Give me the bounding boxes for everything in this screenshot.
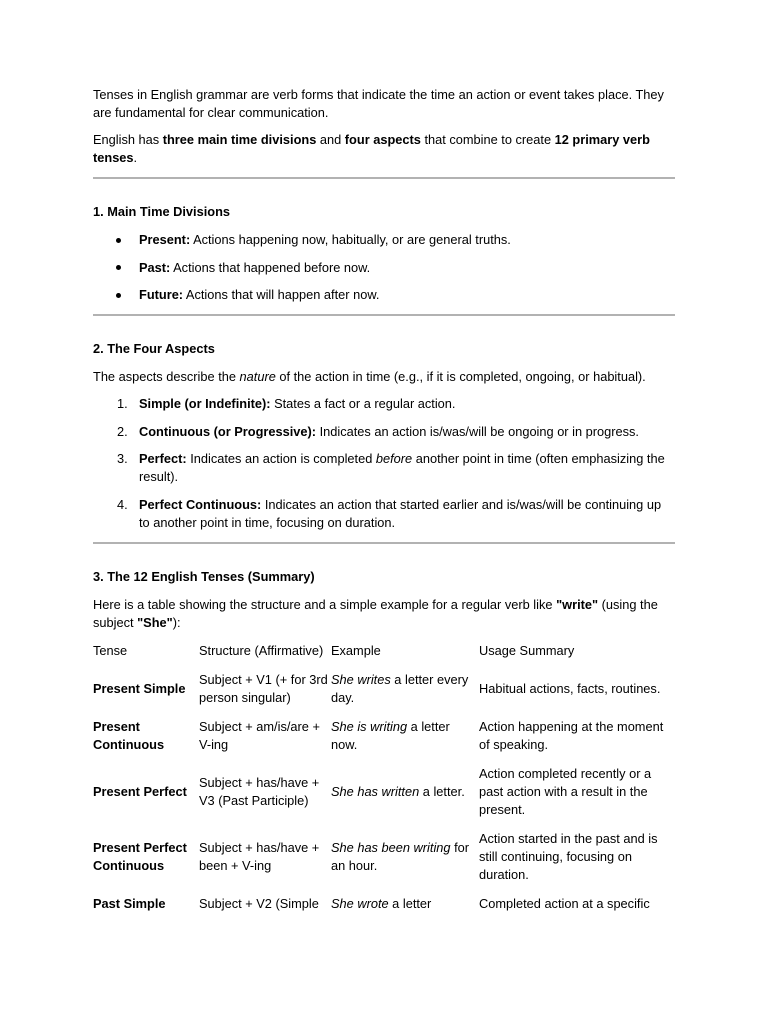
text-run: ):	[172, 614, 181, 630]
table-row	[93, 713, 675, 760]
table-header-row	[93, 637, 675, 666]
list-number: 3.	[117, 451, 128, 466]
table-row	[93, 760, 675, 825]
bold-text: "write"	[556, 596, 599, 612]
example-rest: a letter now.	[331, 719, 450, 752]
list-item	[93, 450, 675, 486]
list-item-term: Future:	[139, 287, 184, 302]
tense-cell: Present Continuous	[93, 719, 165, 752]
bold-text: "She"	[137, 614, 173, 630]
list-item-term: Continuous (or Progressive):	[139, 423, 317, 439]
list-item-term: Perfect Continuous:	[139, 496, 262, 512]
text-run: .	[133, 150, 138, 165]
example-rest: a letter every day.	[331, 672, 469, 705]
section-divider	[93, 314, 675, 316]
list-item	[93, 259, 675, 277]
example-verb: She wrote	[331, 896, 389, 911]
section-heading-aspects: 2. The Four Aspects	[93, 341, 215, 356]
tenses-summary-table	[93, 637, 675, 919]
example-rest: a letter	[388, 896, 432, 911]
list-item	[93, 286, 675, 304]
list-number: 4.	[117, 496, 128, 512]
section-heading-time-divisions: 1. Main Time Divisions	[93, 204, 231, 219]
tense-cell: Past Simple	[93, 896, 166, 911]
structure-cell: Subject + has/have + V3 (Past Participle)	[199, 775, 320, 808]
list-item-text: Actions happening now, habitually, or are general truths.	[190, 232, 511, 247]
list-item-text: another point in time (often emphasizing the result).	[139, 451, 665, 484]
tenses-intro-paragraph	[93, 596, 675, 632]
example-verb: She has been writing	[331, 840, 451, 855]
bullet-icon	[116, 293, 121, 298]
example-cell	[331, 760, 479, 825]
table-row	[93, 666, 675, 713]
list-item	[93, 395, 675, 413]
example-cell	[331, 666, 479, 713]
usage-cell: Action happening at the moment of speaking.	[479, 719, 664, 752]
example-verb: She has written	[331, 784, 420, 799]
list-item	[93, 423, 675, 441]
list-number: 1.	[117, 396, 128, 411]
example-cell	[331, 713, 479, 760]
list-item-text: Actions that happened before now.	[170, 259, 371, 275]
column-header-usage: Usage Summary	[479, 643, 575, 658]
structure-cell: Subject + V1 (+ for 3rd person singular)	[199, 672, 328, 705]
list-item-term: Past:	[139, 259, 171, 275]
usage-cell: Completed action at a specific	[479, 896, 650, 911]
example-cell	[331, 825, 479, 890]
bold-text: three main time divisions	[162, 132, 317, 147]
text-run: English has	[93, 132, 163, 147]
text-run: Here is a table showing the structure and a simple example for a regular verb like	[93, 596, 557, 612]
table-row	[93, 825, 675, 890]
list-number: 2.	[117, 423, 128, 439]
aspects-list	[93, 395, 675, 532]
example-rest: for an hour.	[331, 840, 470, 873]
list-item-text: Indicates an action is/was/will be ongoing or in progress.	[316, 423, 639, 439]
list-item-text: Indicates an action that started earlier and is/was/will be continuing up to another point in time, focusing on duration.	[139, 496, 662, 530]
text-run: The aspects describe the	[93, 369, 240, 384]
structure-cell: Subject + V2 (Simple	[199, 896, 319, 911]
section-divider	[93, 177, 675, 179]
section-heading-tenses: 3. The 12 English Tenses (Summary)	[93, 568, 315, 584]
italic-text: before	[375, 451, 413, 466]
section-divider	[93, 542, 675, 544]
example-cell	[331, 890, 479, 919]
text-run: that combine to create	[420, 132, 555, 147]
list-item	[93, 496, 675, 532]
time-divisions-list	[93, 231, 675, 304]
column-header-structure: Structure (Affirmative)	[199, 643, 324, 658]
list-item-text: Actions that will happen after now.	[183, 287, 380, 302]
tense-cell: Present Simple	[93, 681, 186, 696]
list-item-text: States a fact or a regular action.	[270, 396, 456, 411]
text-run: (using the subject	[93, 596, 658, 630]
example-verb: She is writing	[331, 719, 408, 734]
example-verb: She writes	[331, 672, 391, 687]
usage-cell: Action completed recently or a past action with a result in the present.	[479, 766, 652, 817]
bold-text: four aspects	[344, 132, 421, 147]
text-run: and	[316, 132, 345, 147]
structure-cell: Subject + has/have + been + V-ing	[199, 840, 320, 873]
tense-cell: Present Perfect Continuous	[93, 840, 187, 873]
list-item-term: Present:	[139, 232, 191, 247]
column-header-tense: Tense	[93, 643, 128, 658]
bullet-icon	[116, 265, 121, 270]
list-item-text: Indicates an action is completed	[186, 451, 376, 466]
text-run: of the action in time (e.g., if it is completed, ongoing, or habitual).	[275, 369, 646, 384]
list-item-term: Perfect:	[139, 451, 187, 466]
column-header-example: Example	[331, 643, 381, 658]
structure-cell: Subject + am/is/are + V-ing	[199, 719, 320, 752]
list-item	[93, 231, 675, 249]
bullet-icon	[116, 238, 121, 243]
usage-cell: Habitual actions, facts, routines.	[479, 681, 661, 696]
document-body	[93, 86, 675, 919]
usage-cell: Action started in the past and is still continuing, focusing on duration.	[479, 831, 658, 882]
example-rest: a letter.	[419, 784, 465, 799]
intro-paragraph: Tenses in English grammar are verb forms that indicate the time an action or event takes place. They are fundamental for clear communication.	[93, 87, 664, 120]
bold-text: 12 primary verb tenses	[93, 132, 650, 165]
list-item-term: Simple (or Indefinite):	[139, 396, 271, 411]
tense-cell: Present Perfect	[93, 784, 187, 799]
italic-text: nature	[239, 369, 276, 384]
intro-summary-paragraph	[93, 131, 675, 167]
table-row	[93, 890, 675, 919]
aspects-intro-paragraph	[93, 368, 675, 386]
